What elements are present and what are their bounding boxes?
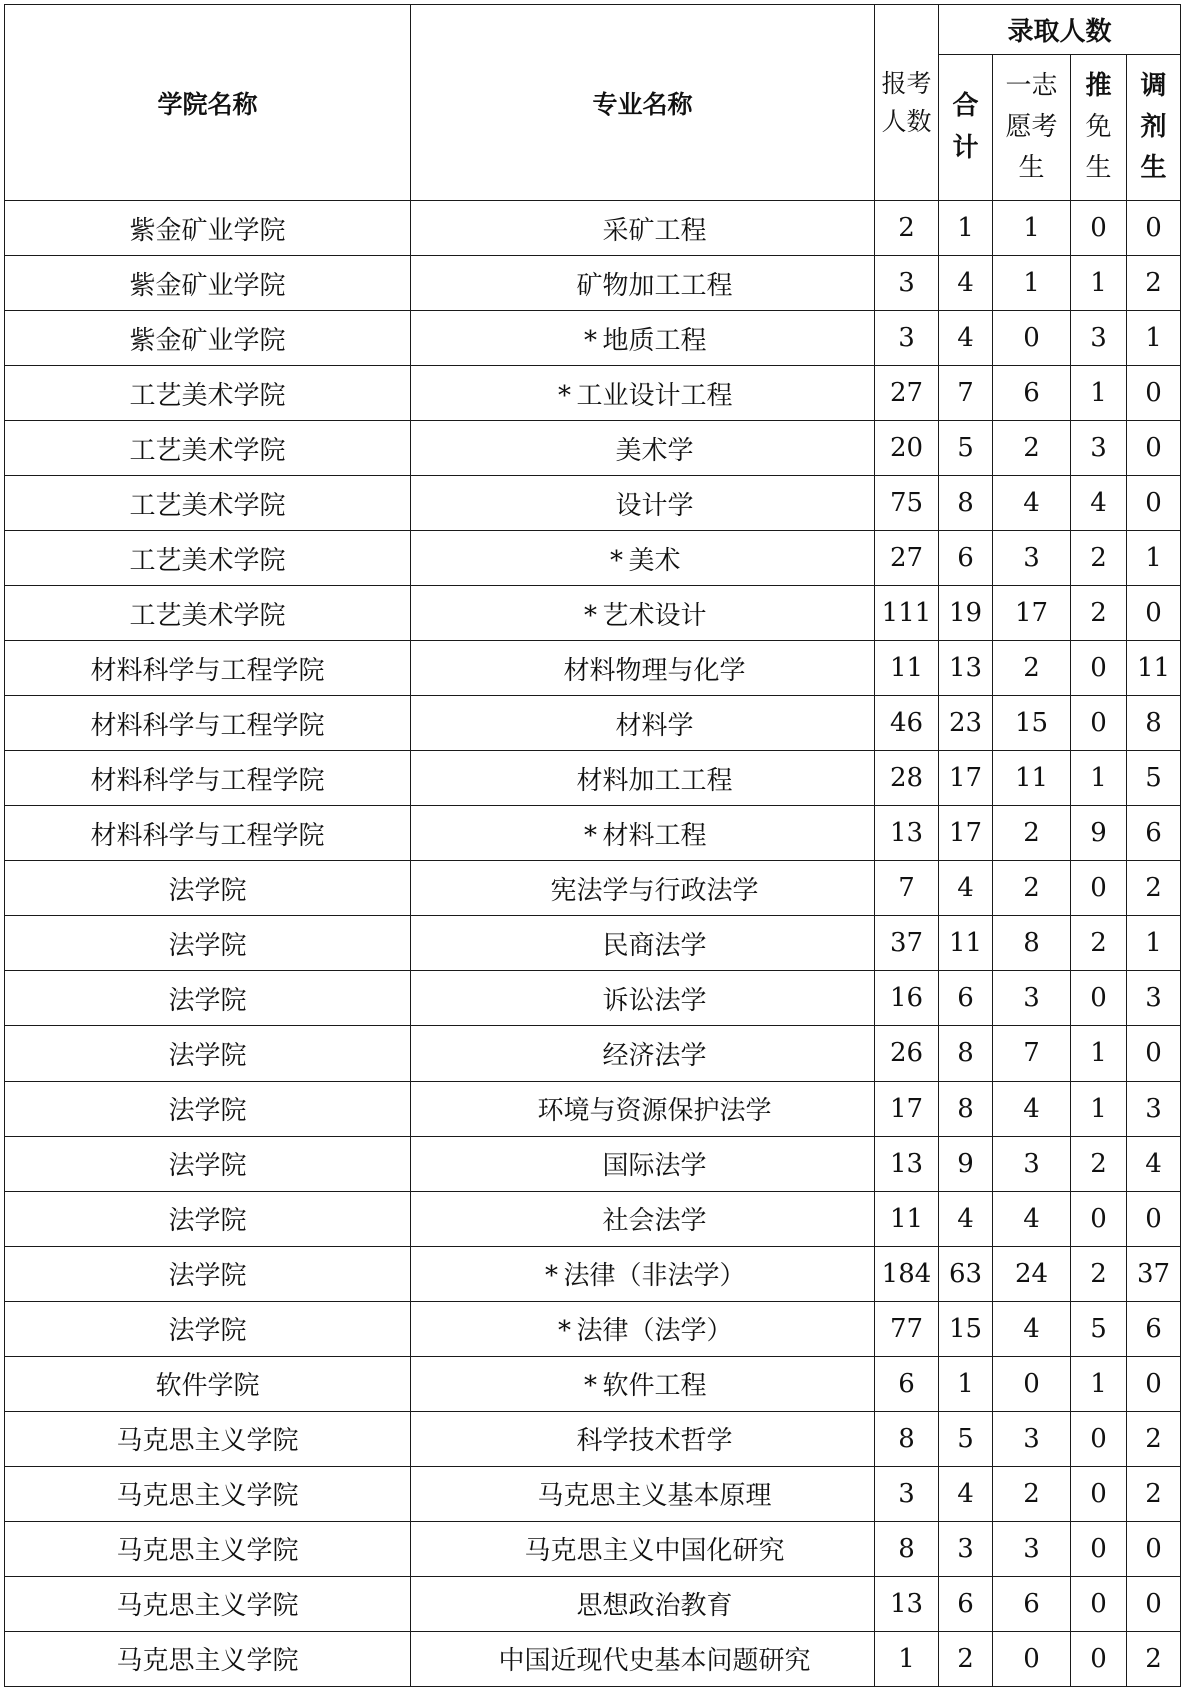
first-choice-count-cell: 7 [993,1026,1071,1081]
major-cell [411,1246,875,1301]
applied-count-cell: 37 [875,916,939,971]
transfer-count-cell: 5 [1127,751,1181,806]
transfer-count-cell: 4 [1127,1136,1181,1191]
admitted-total-cell: 3 [939,1521,993,1576]
college-cell: 工艺美术学院 [5,586,411,641]
major-name: 美术 [628,545,681,576]
header-transfer [1127,55,1181,201]
transfer-count-cell: 2 [1127,256,1181,311]
recommended-count-cell: 3 [1071,421,1127,476]
college-cell: 材料科学与工程学院 [5,751,411,806]
major-cell [411,586,875,641]
major-cell [411,1576,875,1631]
admissions-table [4,4,1181,1687]
header-college: 学院名称 [5,5,411,201]
table-row [5,861,1181,916]
major-cell [411,1411,875,1466]
first-choice-count-cell: 1 [993,256,1071,311]
header-total [939,55,993,201]
recommended-count-cell: 0 [1071,1631,1127,1686]
major-name: 马克思主义基本原理 [537,1481,772,1512]
applied-count-cell: 26 [875,1026,939,1081]
major-name: 设计学 [615,490,694,521]
recommended-count-cell: 1 [1071,751,1127,806]
recommended-count-cell: 0 [1071,1521,1127,1576]
college-cell: 法学院 [5,1136,411,1191]
major-name: 环境与资源保护法学 [537,1096,772,1127]
college-cell: 材料科学与工程学院 [5,696,411,751]
applied-count-cell: 16 [875,971,939,1026]
first-choice-count-cell: 2 [993,641,1071,696]
first-choice-count-cell: 0 [993,1631,1071,1686]
major-name: 工业设计工程 [576,380,733,411]
recommended-count-cell: 2 [1071,586,1127,641]
transfer-count-cell: 11 [1127,641,1181,696]
major-name: 地质工程 [602,325,707,356]
professional-degree-marker: * [609,545,623,576]
transfer-count-cell: 1 [1127,916,1181,971]
table-row [5,531,1181,586]
transfer-count-cell: 3 [1127,1081,1181,1136]
table-row [5,311,1181,366]
major-cell [411,1466,875,1521]
major-cell [411,806,875,861]
table-row [5,1631,1181,1686]
major-cell [411,1026,875,1081]
major-cell [411,751,875,806]
college-cell: 工艺美术学院 [5,476,411,531]
first-choice-count-cell: 2 [993,421,1071,476]
transfer-count-cell: 1 [1127,531,1181,586]
major-name: 法律（非法学） [563,1261,746,1292]
recommended-count-cell: 0 [1071,861,1127,916]
college-cell: 法学院 [5,971,411,1026]
first-choice-count-cell: 2 [993,1466,1071,1521]
major-cell [411,861,875,916]
college-cell: 材料科学与工程学院 [5,806,411,861]
transfer-count-cell: 2 [1127,861,1181,916]
admitted-total-cell: 5 [939,1411,993,1466]
applied-count-cell: 3 [875,256,939,311]
professional-degree-marker: * [583,1371,597,1402]
header-recommended-line1: 推 [1085,70,1112,101]
major-name: 材料工程 [602,820,707,851]
applied-count-cell: 77 [875,1301,939,1356]
first-choice-count-cell: 4 [993,1191,1071,1246]
college-cell: 法学院 [5,1081,411,1136]
admitted-total-cell: 6 [939,971,993,1026]
transfer-count-cell: 6 [1127,806,1181,861]
transfer-count-cell: 0 [1127,366,1181,421]
major-cell [411,1301,875,1356]
major-name: 美术学 [615,435,694,466]
transfer-count-cell: 6 [1127,1301,1181,1356]
major-name: 法律（法学） [576,1316,733,1347]
applied-count-cell: 3 [875,1466,939,1521]
major-name: 软件工程 [602,1371,707,1402]
college-cell: 法学院 [5,1191,411,1246]
college-cell: 工艺美术学院 [5,531,411,586]
applied-count-cell: 3 [875,311,939,366]
table-row [5,1246,1181,1301]
table-row [5,751,1181,806]
first-choice-count-cell: 2 [993,861,1071,916]
professional-degree-marker: * [583,600,597,631]
transfer-count-cell: 2 [1127,1631,1181,1686]
major-name: 马克思主义中国化研究 [524,1536,785,1567]
recommended-count-cell: 0 [1071,1466,1127,1521]
major-name: 中国近现代史基本问题研究 [498,1646,811,1677]
recommended-count-cell: 0 [1071,1576,1127,1631]
college-cell: 工艺美术学院 [5,421,411,476]
header-applied-line1: 报考 [881,69,932,98]
header-applied-line2: 人数 [881,106,932,136]
table-row [5,366,1181,421]
admitted-total-cell: 1 [939,1356,993,1411]
first-choice-count-cell: 3 [993,1521,1071,1576]
major-cell [411,476,875,531]
admitted-total-cell: 8 [939,1026,993,1081]
major-cell [411,1081,875,1136]
college-cell: 法学院 [5,1301,411,1356]
major-name: 经济法学 [602,1040,707,1071]
table-row [5,1026,1181,1081]
college-cell: 法学院 [5,1246,411,1301]
admitted-total-cell: 17 [939,806,993,861]
college-cell: 工艺美术学院 [5,366,411,421]
first-choice-count-cell: 3 [993,531,1071,586]
table-row [5,1301,1181,1356]
major-name: 材料学 [615,710,694,741]
recommended-count-cell: 0 [1071,641,1127,696]
transfer-count-cell: 8 [1127,696,1181,751]
applied-count-cell: 1 [875,1631,939,1686]
transfer-count-cell: 0 [1127,1576,1181,1631]
professional-degree-marker: * [557,380,571,411]
major-cell [411,1136,875,1191]
major-cell [411,1191,875,1246]
recommended-count-cell: 2 [1071,1246,1127,1301]
recommended-count-cell: 1 [1071,1026,1127,1081]
college-cell: 紫金矿业学院 [5,201,411,256]
admitted-total-cell: 11 [939,916,993,971]
applied-count-cell: 8 [875,1411,939,1466]
college-cell: 马克思主义学院 [5,1576,411,1631]
first-choice-count-cell: 3 [993,1136,1071,1191]
first-choice-count-cell: 0 [993,311,1071,366]
header-transfer-line2: 剂 [1140,111,1167,142]
header-total-line2: 计 [952,132,979,163]
admitted-total-cell: 17 [939,751,993,806]
admitted-total-cell: 6 [939,531,993,586]
college-cell: 马克思主义学院 [5,1631,411,1686]
applied-count-cell: 27 [875,366,939,421]
table-row [5,1466,1181,1521]
table-row [5,806,1181,861]
transfer-count-cell: 0 [1127,476,1181,531]
college-cell: 马克思主义学院 [5,1521,411,1576]
first-choice-count-cell: 11 [993,751,1071,806]
admitted-total-cell: 7 [939,366,993,421]
college-cell: 马克思主义学院 [5,1466,411,1521]
recommended-count-cell: 2 [1071,916,1127,971]
applied-count-cell: 13 [875,806,939,861]
table-row [5,1136,1181,1191]
recommended-count-cell: 1 [1071,1081,1127,1136]
applied-count-cell: 13 [875,1576,939,1631]
first-choice-count-cell: 8 [993,916,1071,971]
table-row [5,476,1181,531]
major-cell [411,366,875,421]
table-row [5,1521,1181,1576]
major-name: 采矿工程 [602,215,707,246]
professional-degree-marker: * [583,820,597,851]
table-row [5,696,1181,751]
major-cell [411,256,875,311]
major-name: 诉讼法学 [602,985,707,1016]
applied-count-cell: 17 [875,1081,939,1136]
major-cell [411,916,875,971]
applied-count-cell: 2 [875,201,939,256]
first-choice-count-cell: 3 [993,1411,1071,1466]
major-cell [411,1356,875,1411]
applied-count-cell: 184 [875,1246,939,1301]
major-cell [411,421,875,476]
admitted-total-cell: 4 [939,311,993,366]
professional-degree-marker: * [557,1316,571,1347]
header-first-choice [993,55,1071,201]
major-name: 宪法学与行政法学 [550,875,759,906]
transfer-count-cell: 1 [1127,311,1181,366]
admitted-total-cell: 9 [939,1136,993,1191]
recommended-count-cell: 2 [1071,531,1127,586]
transfer-count-cell: 0 [1127,1026,1181,1081]
admitted-total-cell: 2 [939,1631,993,1686]
transfer-count-cell: 0 [1127,201,1181,256]
major-cell [411,641,875,696]
recommended-count-cell: 1 [1071,366,1127,421]
table-row [5,201,1181,256]
applied-count-cell: 7 [875,861,939,916]
header-major: 专业名称 [411,5,875,201]
admitted-total-cell: 5 [939,421,993,476]
college-cell: 软件学院 [5,1356,411,1411]
first-choice-count-cell: 3 [993,971,1071,1026]
admitted-total-cell: 4 [939,256,993,311]
table-row [5,586,1181,641]
admitted-total-cell: 23 [939,696,993,751]
major-name: 材料物理与化学 [563,655,746,686]
admitted-total-cell: 19 [939,586,993,641]
admitted-total-cell: 8 [939,1081,993,1136]
table-row [5,971,1181,1026]
table-row [5,1081,1181,1136]
college-cell: 紫金矿业学院 [5,256,411,311]
admitted-total-cell: 6 [939,1576,993,1631]
applied-count-cell: 20 [875,421,939,476]
recommended-count-cell: 0 [1071,696,1127,751]
header-transfer-line3: 生 [1140,153,1167,184]
recommended-count-cell: 0 [1071,971,1127,1026]
recommended-count-cell: 3 [1071,311,1127,366]
table-row [5,1576,1181,1631]
table-row [5,256,1181,311]
major-cell [411,311,875,366]
transfer-count-cell: 2 [1127,1411,1181,1466]
major-cell [411,201,875,256]
header-recommended [1071,55,1127,201]
admitted-total-cell: 4 [939,1191,993,1246]
admitted-total-cell: 63 [939,1246,993,1301]
college-cell: 法学院 [5,861,411,916]
admitted-total-cell: 4 [939,861,993,916]
transfer-count-cell: 0 [1127,1191,1181,1246]
header-applied [875,5,939,201]
recommended-count-cell: 4 [1071,476,1127,531]
table-row [5,1356,1181,1411]
table-row [5,1191,1181,1246]
recommended-count-cell: 5 [1071,1301,1127,1356]
applied-count-cell: 27 [875,531,939,586]
header-first-choice-line1: 一志 [1005,70,1058,101]
recommended-count-cell: 0 [1071,1411,1127,1466]
first-choice-count-cell: 6 [993,366,1071,421]
professional-degree-marker: * [583,325,597,356]
table-row [5,1411,1181,1466]
first-choice-count-cell: 4 [993,476,1071,531]
first-choice-count-cell: 0 [993,1356,1071,1411]
admitted-total-cell: 4 [939,1466,993,1521]
college-cell: 法学院 [5,916,411,971]
header-row-1 [5,5,1181,55]
first-choice-count-cell: 4 [993,1301,1071,1356]
applied-count-cell: 11 [875,641,939,696]
header-first-choice-line2: 愿考 [1005,111,1058,142]
header-recommended-line2: 免 [1085,111,1112,142]
applied-count-cell: 75 [875,476,939,531]
applied-count-cell: 13 [875,1136,939,1191]
header-total-line1: 合 [952,91,979,122]
first-choice-count-cell: 15 [993,696,1071,751]
college-cell: 法学院 [5,1026,411,1081]
recommended-count-cell: 0 [1071,201,1127,256]
recommended-count-cell: 1 [1071,1356,1127,1411]
table-row [5,916,1181,971]
transfer-count-cell: 0 [1127,421,1181,476]
major-name: 材料加工工程 [576,765,733,796]
college-cell: 马克思主义学院 [5,1411,411,1466]
first-choice-count-cell: 1 [993,201,1071,256]
applied-count-cell: 8 [875,1521,939,1576]
applied-count-cell: 111 [875,586,939,641]
major-cell [411,696,875,751]
table-body [5,201,1181,1687]
college-cell: 材料科学与工程学院 [5,641,411,696]
transfer-count-cell: 0 [1127,1521,1181,1576]
major-name: 艺术设计 [602,600,707,631]
header-transfer-line1: 调 [1140,70,1167,101]
college-cell: 紫金矿业学院 [5,311,411,366]
table-row [5,421,1181,476]
major-name: 社会法学 [602,1206,707,1237]
applied-count-cell: 6 [875,1356,939,1411]
major-name: 科学技术哲学 [576,1426,733,1457]
major-cell [411,1521,875,1576]
recommended-count-cell: 1 [1071,256,1127,311]
applied-count-cell: 11 [875,1191,939,1246]
major-name: 矿物加工工程 [576,270,733,301]
header-first-choice-line3: 生 [1018,153,1045,184]
major-cell [411,1631,875,1686]
recommended-count-cell: 2 [1071,1136,1127,1191]
applied-count-cell: 28 [875,751,939,806]
admitted-total-cell: 13 [939,641,993,696]
first-choice-count-cell: 4 [993,1081,1071,1136]
transfer-count-cell: 0 [1127,1356,1181,1411]
transfer-count-cell: 37 [1127,1246,1181,1301]
applied-count-cell: 46 [875,696,939,751]
transfer-count-cell: 0 [1127,586,1181,641]
recommended-count-cell: 0 [1071,1191,1127,1246]
major-cell [411,531,875,586]
transfer-count-cell: 2 [1127,1466,1181,1521]
recommended-count-cell: 9 [1071,806,1127,861]
table-row [5,641,1181,696]
admitted-total-cell: 1 [939,201,993,256]
transfer-count-cell: 3 [1127,971,1181,1026]
first-choice-count-cell: 6 [993,1576,1071,1631]
major-name: 民商法学 [602,930,707,961]
first-choice-count-cell: 24 [993,1246,1071,1301]
professional-degree-marker: * [544,1261,558,1292]
major-cell [411,971,875,1026]
admitted-total-cell: 15 [939,1301,993,1356]
first-choice-count-cell: 17 [993,586,1071,641]
table-header [5,5,1181,201]
header-recommended-line3: 生 [1085,153,1112,184]
major-name: 思想政治教育 [576,1591,733,1622]
first-choice-count-cell: 2 [993,806,1071,861]
header-admitted-group: 录取人数 [939,5,1181,55]
admitted-total-cell: 8 [939,476,993,531]
major-name: 国际法学 [602,1151,707,1182]
